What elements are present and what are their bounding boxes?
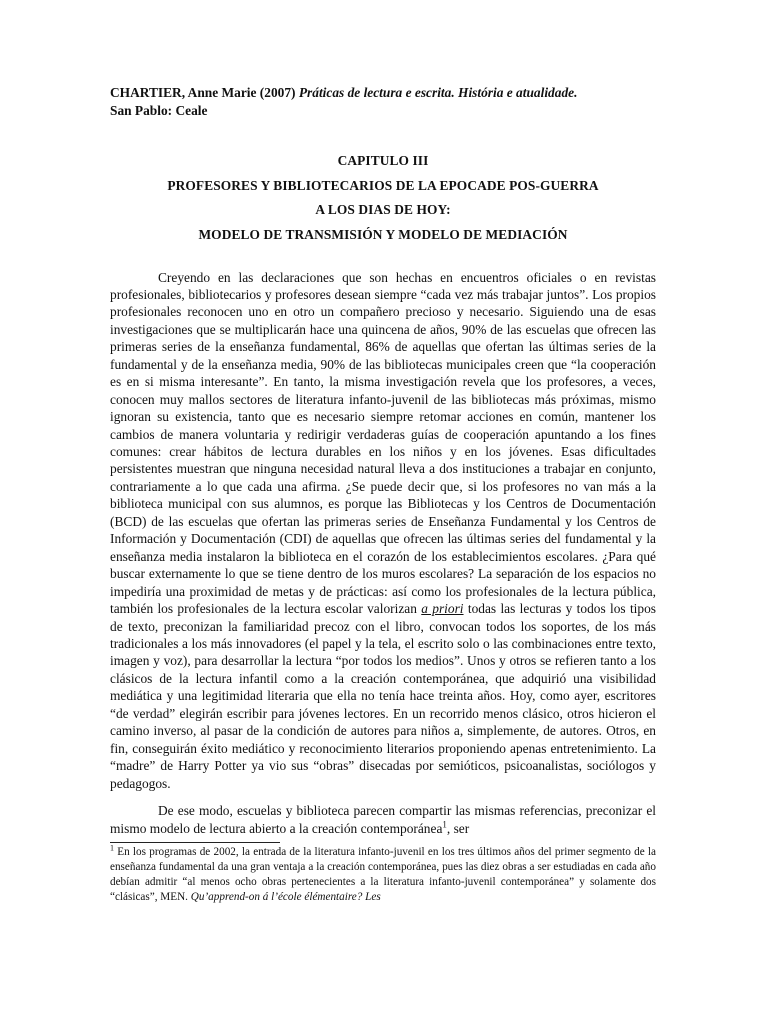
body-text [110, 269, 656, 838]
paragraph-1-italic: a priori [421, 601, 464, 617]
chapter-title-line-1: PROFESORES Y BIBLIOTECARIOS DE LA EPOCADE POS-GUERRA [167, 177, 599, 193]
citation-title: Práticas de lectura e escrita. História e atualidade. [298, 85, 578, 100]
footnote-divider [110, 842, 280, 843]
paragraph-1-text-b: todas las lecturas y todos los tipos de texto, preconizan la familiaridad precoz con el libro, convocan todos los soportes, de los más tradicionales a los más innovadores (el papel y la tela, el escrito solo o las combinaciones entre texto, imagen y voz), para desarrollar la lectura “por todos los medios”. Unos y otros se refieren tanto a los clásicos de la lectura infantil como a la creación contemporánea, que adquirió una visibilidad mediática y una legitimidad literaria que ella no tenía hace treinta años. Hoy, como ayer, escritores “de verdad” elegirán escribir para jóvenes lectores. En un recorrido menos clásico, otros hicieron el camino inverso, al pasar de la condición de autores para niños a, simplemente, de autores. Otros, en fin, conseguirán éxito mediático y reconocimiento literarios proponiendo apenas entretenimiento. La “madre” de Harry Potter ya vio sus “obras” disecadas por semióticos, psicoanalistas, sociólogos y pedagogos. [110, 601, 656, 791]
paragraph-1 [110, 269, 656, 793]
paragraph-2 [110, 802, 656, 837]
chapter-subtitle: MODELO DE TRANSMISIÓN Y MODELO DE MEDIACIÓN [198, 226, 568, 242]
footnote-1 [110, 845, 656, 905]
chapter-headings [110, 152, 656, 244]
footnote-reference[interactable]: 1 [442, 819, 447, 830]
footnote-number: 1 [110, 843, 114, 853]
citation-author: CHARTIER, Anne Marie (2007) [110, 85, 296, 100]
chapter-title-line-2: A LOS DIAS DE HOY: [315, 202, 451, 217]
paragraph-2-text: De ese modo, escuelas y biblioteca parecen compartir las mismas referencias, preconizar el mismo modelo de lectura abierto a la creación contemporánea [110, 803, 656, 836]
footnote-text: En los programas de 2002, la entrada de la literatura infanto-juvenil en los tres últimos años del primer segmento de la enseñanza fundamental da una gran ventaja a la creación contemporánea, pues las diez obras a ser estudiadas en cada año debían admitir “al menos ocho obras pertenecientes a la literatura infanto-juvenil contemporánea” y solamente dos “clásicas”, MEN. [110, 846, 656, 903]
bibliographic-citation [110, 84, 656, 120]
paragraph-2-tail: , ser [446, 820, 470, 836]
citation-publisher: San Pablo: Ceale [110, 103, 208, 118]
paragraph-1-text-a: Creyendo en las declaraciones que son hechas en encuentros oficiales o en revistas profesionales, bibliotecarios y profesores desean siempre “cada vez más trabajar juntos”. Los propios profesionales reconocen uno en otro un compañero precioso y necesario. Siguiendo una de esas investigaciones que se multiplicarán hace una quincena de años, 90% de las escuelas que ofrecen las primeras series de la enseñanza fundamental, 86% de aquellas que ofertan las últimas series de la fundamental y de la enseñanza media, 90% de las bibliotecas municipales creen que “la cooperación es en si misma interesante”. En tanto, la misma investigación revela que los profesores, a veces, conocen muy mallos sectores de literatura infanto-juvenil de las bibliotecas más próximas, mismo ignoran su existencia, tanto que es necesario siempre retomar acciones en común, mantener los cambios de manera voluntaria y redirigir verdaderas guías de cooperación apuntando a los fines comunes: crear hábitos de lectura durables en los niños y en los jóvenes. Esas dificultades persistentes muestran que ninguna necesidad natural lleva a dos instituciones a trabajar en conjunto, contrariamente a lo que cada una afirma. ¿Se puede decir que, si los profesores no van más a la biblioteca municipal con sus alumnos, es porque las Bibliotecas y los Centros de Documentación (BCD) de las escuelas que ofertan las primeras series de Enseñanza Fundamental y los Centros de Información y Documentación (CDI) de aquellas que ofrecen las últimas series del fundamental y la enseñanza media instalaron la biblioteca en el corazón de los establecimientos escolares. ¿Para qué buscar externamente lo que se tiene dentro de los muros escolares? La separación de los espacios no impediría una proximidad de metas y de prácticas: así como los profesionales de la lectura pública, también los profesionales de la lectura escolar valorizan [110, 269, 656, 617]
footnote-italic: Qu’apprend-on á l’école élémentaire? Les [190, 891, 381, 903]
chapter-number: CAPITULO III [337, 153, 429, 168]
